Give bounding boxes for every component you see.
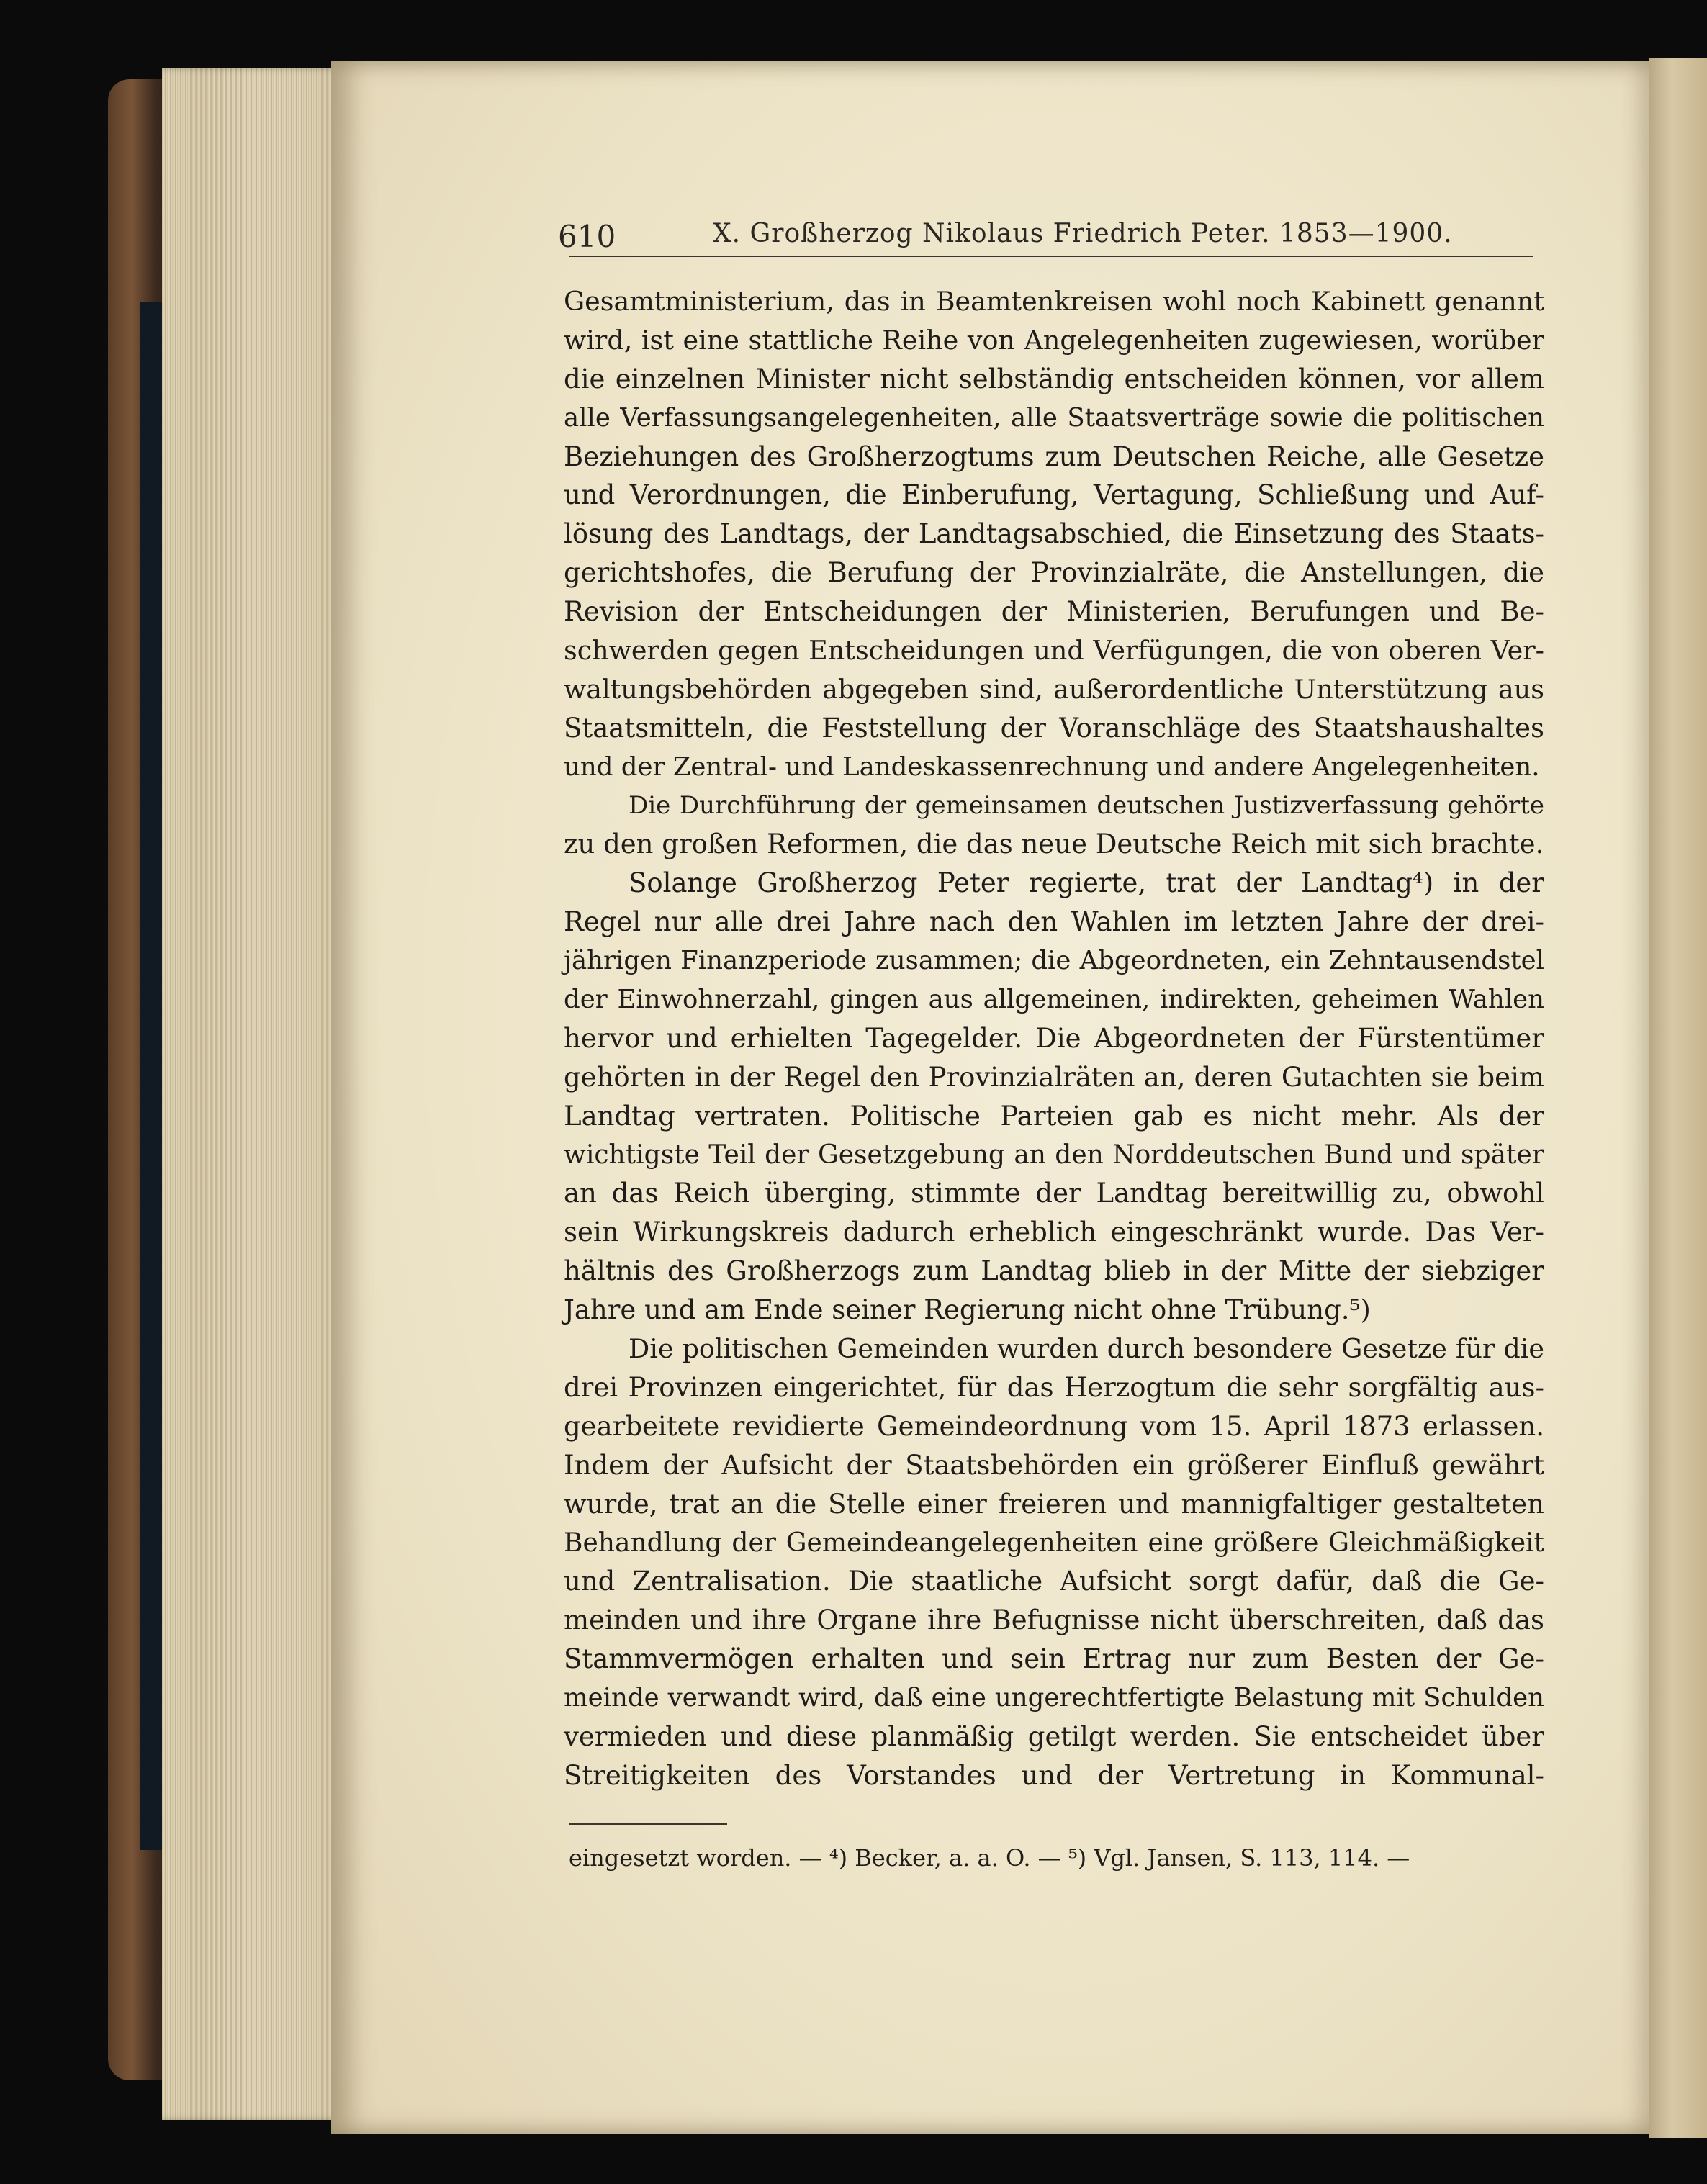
text-line: drei Provinzen eingerichtet, für das Herzogtum die sehr sorgfältig aus- bbox=[564, 1371, 1544, 1403]
text-line: meinde verwandt wird, daß eine ungerechtfertigte Belastung mit Schulden bbox=[564, 1683, 1544, 1713]
text-line: an das Reich überging, stimmte der Landtag bereitwillig zu, obwohl bbox=[564, 1178, 1544, 1209]
text-line: vermieden und diese planmäßig getilgt werden. Sie entscheidet über bbox=[564, 1720, 1544, 1752]
text-line: wichtigste Teil der Gesetzgebung an den Norddeutschen Bund und später bbox=[564, 1140, 1544, 1170]
text-line: gerichtshofes, die Berufung der Provinzialräte, die Anstellungen, die bbox=[564, 557, 1544, 589]
text-line: Regel nur alle drei Jahre nach den Wahlen im letzten Jahre der drei- bbox=[564, 906, 1544, 938]
paragraph-start-line: Die politischen Gemeinden wurden durch besondere Gesetze für die bbox=[629, 1333, 1544, 1365]
text-line: hältnis des Großherzogs zum Landtag blieb in der Mitte der siebziger bbox=[564, 1255, 1544, 1287]
paragraph-start-line: Solange Großherzog Peter regierte, trat der Landtag⁴) in der bbox=[629, 867, 1544, 899]
text-line: jährigen Finanzperiode zusammen; die Abgeordneten, ein Zehntausendstel bbox=[564, 946, 1544, 976]
text-line: und Zentralisation. Die staatliche Aufsicht sorgt dafür, daß die Ge- bbox=[564, 1566, 1544, 1597]
text-line: alle Verfassungsangelegenheiten, alle Staatsverträge sowie die politischen bbox=[564, 402, 1544, 433]
running-head: X. Großherzog Nikolaus Friedrich Peter. 1853—1900. bbox=[713, 219, 1453, 248]
text-line: und Verordnungen, die Einberufung, Vertagung, Schließung und Auf- bbox=[564, 479, 1544, 511]
text-line: meinden und ihre Organe ihre Befugnisse nicht überschreiten, daß das bbox=[564, 1605, 1544, 1636]
text-line: gehörten in der Regel den Provinzialräten an, deren Gutachten sie beim bbox=[564, 1061, 1544, 1093]
text-line: Staatsmitteln, die Feststellung der Voranschläge des Staatshaushaltes bbox=[564, 712, 1544, 744]
text-line: Landtag vertraten. Politische Parteien gab es nicht mehr. Als der bbox=[564, 1100, 1544, 1132]
facing-page-edge bbox=[1649, 58, 1707, 2138]
text-line: und der Zentral- und Landeskassenrechnung und andere Angelegenheiten. bbox=[564, 752, 1540, 782]
text-line: zu den großen Reformen, die das neue Deutsche Reich mit sich brachte. bbox=[564, 829, 1544, 860]
page-edges bbox=[162, 68, 342, 2120]
text-line: hervor und erhielten Tagegelder. Die Abgeordneten der Fürstentümer bbox=[564, 1022, 1544, 1054]
text-line: wurde, trat an die Stelle einer freieren und mannigfaltiger gestalteten bbox=[564, 1488, 1544, 1520]
text-line: die einzelnen Minister nicht selbständig entscheiden können, vor allem bbox=[564, 363, 1544, 394]
text-line: Gesamtministerium, das in Beamtenkreisen wohl noch Kabinett genannt bbox=[564, 286, 1544, 317]
footnote-rule bbox=[569, 1823, 727, 1825]
text-line: gearbeitete revidierte Gemeindeordnung vom 15. April 1873 erlassen. bbox=[564, 1410, 1544, 1442]
text-line: Streitigkeiten des Vorstandes und der Vertretung in Kommunal- bbox=[564, 1759, 1544, 1791]
text-line: der Einwohnerzahl, gingen aus allgemeinen, indirekten, geheimen Wahlen bbox=[564, 985, 1544, 1015]
text-line: schwerden gegen Entscheidungen und Verfügungen, die von oberen Ver- bbox=[564, 635, 1544, 667]
footnotes: eingesetzt worden. — ⁴) Becker, a. a. O. — ⁵) Vgl. Jansen, S. 113, 114. — bbox=[569, 1844, 1410, 1872]
text-line: Stammvermögen erhalten und sein Ertrag nur zum Besten der Ge- bbox=[564, 1643, 1544, 1675]
text-line: waltungsbehörden abgegeben sind, außerordentliche Unterstützung aus bbox=[564, 673, 1544, 705]
page-number: 610 bbox=[558, 219, 616, 254]
paragraph-start-line: Die Durchführung der gemeinsamen deutschen Justizverfassung gehörte bbox=[629, 790, 1544, 820]
text-line: Beziehungen des Großherzogtums zum Deutschen Reiche, alle Gesetze bbox=[564, 441, 1544, 472]
text-line: Behandlung der Gemeindeangelegenheiten eine größere Gleichmäßigkeit bbox=[564, 1528, 1544, 1558]
header-rule bbox=[569, 256, 1533, 257]
text-line: wird, ist eine stattliche Reihe von Angelegenheiten zugewiesen, worüber bbox=[564, 324, 1544, 356]
body-text bbox=[564, 282, 1544, 1795]
page-header bbox=[558, 216, 1533, 259]
text-line: lösung des Landtags, der Landtagsabschied, die Einsetzung des Staats- bbox=[564, 518, 1544, 550]
text-line: Revision der Entscheidungen der Ministerien, Berufungen und Be- bbox=[564, 596, 1544, 628]
text-line: Indem der Aufsicht der Staatsbehörden ein größerer Einfluß gewährt bbox=[564, 1449, 1544, 1481]
text-line: Jahre und am Ende seiner Regierung nicht ohne Trübung.⁵) bbox=[564, 1294, 1371, 1326]
text-line: sein Wirkungskreis dadurch erheblich eingeschränkt wurde. Das Ver- bbox=[564, 1217, 1544, 1248]
